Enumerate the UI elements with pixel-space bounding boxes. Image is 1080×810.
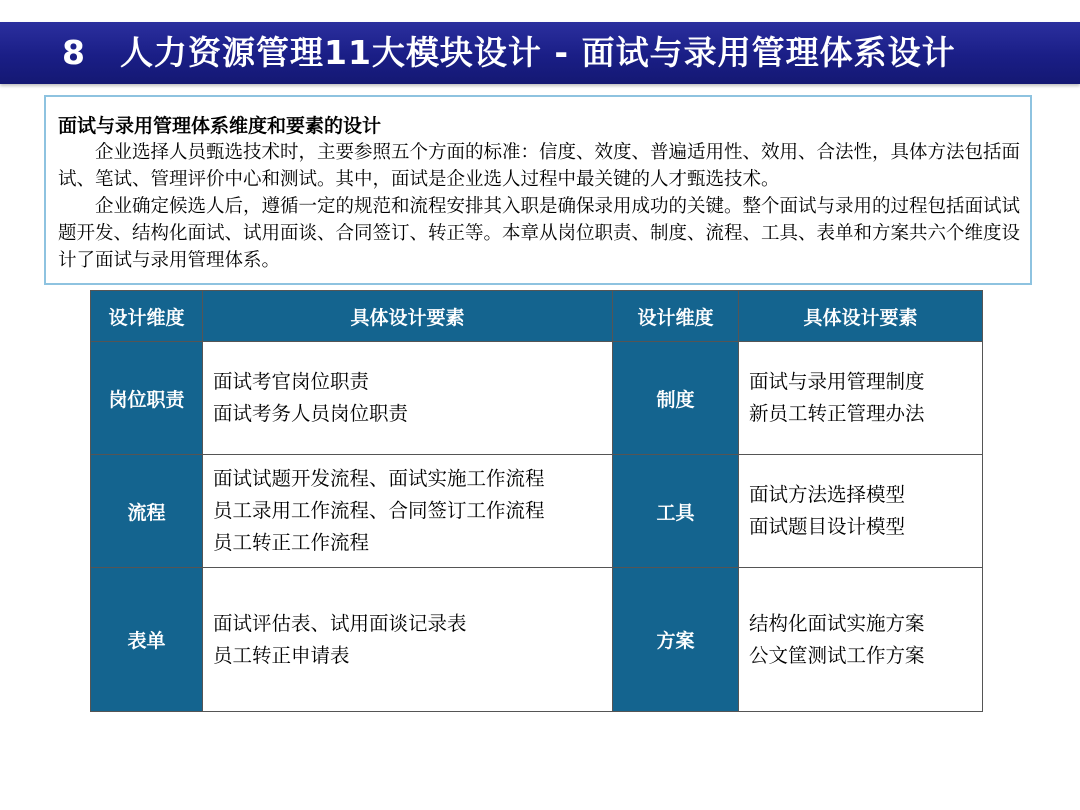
element-item: 结构化面试实施方案: [749, 611, 925, 635]
dimension-cell: 流程: [91, 455, 203, 568]
dimension-cell: 岗位职责: [91, 342, 203, 455]
element-item: 员工录用工作流程、合同签订工作流程: [213, 499, 545, 522]
element-item: 员工转正工作流程: [213, 531, 370, 554]
table-row: [91, 455, 983, 568]
element-item: 员工转正申请表: [213, 643, 350, 667]
intro-heading: 面试与录用管理体系维度和要素的设计: [58, 115, 382, 137]
dimension-table: [90, 290, 983, 712]
intro-paragraph-2: 企业确定候选人后，遵循一定的规范和流程安排其入职是确保录用成功的关键。整个面试与录用的过程包括面试试题开发、结构化面试、试用面谈、合同签订、转正等。本章从岗位职责、制度、流程、工具、表单和方案共六个维度设计了面试与录用管理体系。: [58, 196, 1021, 271]
header-dimension-left: 设计维度: [91, 291, 203, 342]
header-dimension-right: 设计维度: [613, 291, 739, 342]
elements-cell: [739, 568, 983, 712]
intro-box: [44, 95, 1032, 285]
element-item: 面试与录用管理制度: [749, 370, 925, 393]
element-item: 面试试题开发流程、面试实施工作流程: [213, 467, 545, 490]
element-item: 面试考官岗位职责: [213, 370, 370, 393]
element-item: 公文筐测试工作方案: [749, 643, 925, 667]
header-elements-right: 具体设计要素: [739, 291, 983, 342]
title-bar: [0, 22, 1080, 84]
elements-cell: [739, 342, 983, 455]
elements-cell: [203, 455, 613, 568]
table-row: [91, 568, 983, 712]
elements-cell: [203, 568, 613, 712]
dimension-cell: 工具: [613, 455, 739, 568]
header-elements-left: 具体设计要素: [203, 291, 613, 342]
intro-paragraph-1: 企业选择人员甄选技术时，主要参照五个方面的标准：信度、效度、普遍适用性、效用、合法性，具体方法包括面试、笔试、管理评价中心和测试。其中，面试是企业选人过程中最关键的人才甄选技术。: [58, 142, 1021, 190]
elements-cell: [203, 342, 613, 455]
section-title: 人力资源管理11大模块设计 - 面试与录用管理体系设计: [120, 33, 956, 72]
element-item: 新员工转正管理办法: [749, 402, 925, 425]
elements-cell: [739, 455, 983, 568]
table-header-row: [91, 291, 983, 342]
dimension-cell: 表单: [91, 568, 203, 712]
element-item: 面试考务人员岗位职责: [213, 402, 409, 425]
dimension-cell: 方案: [613, 568, 739, 712]
table-row: [91, 342, 983, 455]
section-number: 8: [62, 33, 86, 72]
page-title: [62, 22, 956, 84]
dimension-cell: 制度: [613, 342, 739, 455]
element-item: 面试评估表、试用面谈记录表: [213, 611, 467, 635]
element-item: 面试题目设计模型: [749, 515, 906, 538]
element-item: 面试方法选择模型: [749, 483, 906, 506]
